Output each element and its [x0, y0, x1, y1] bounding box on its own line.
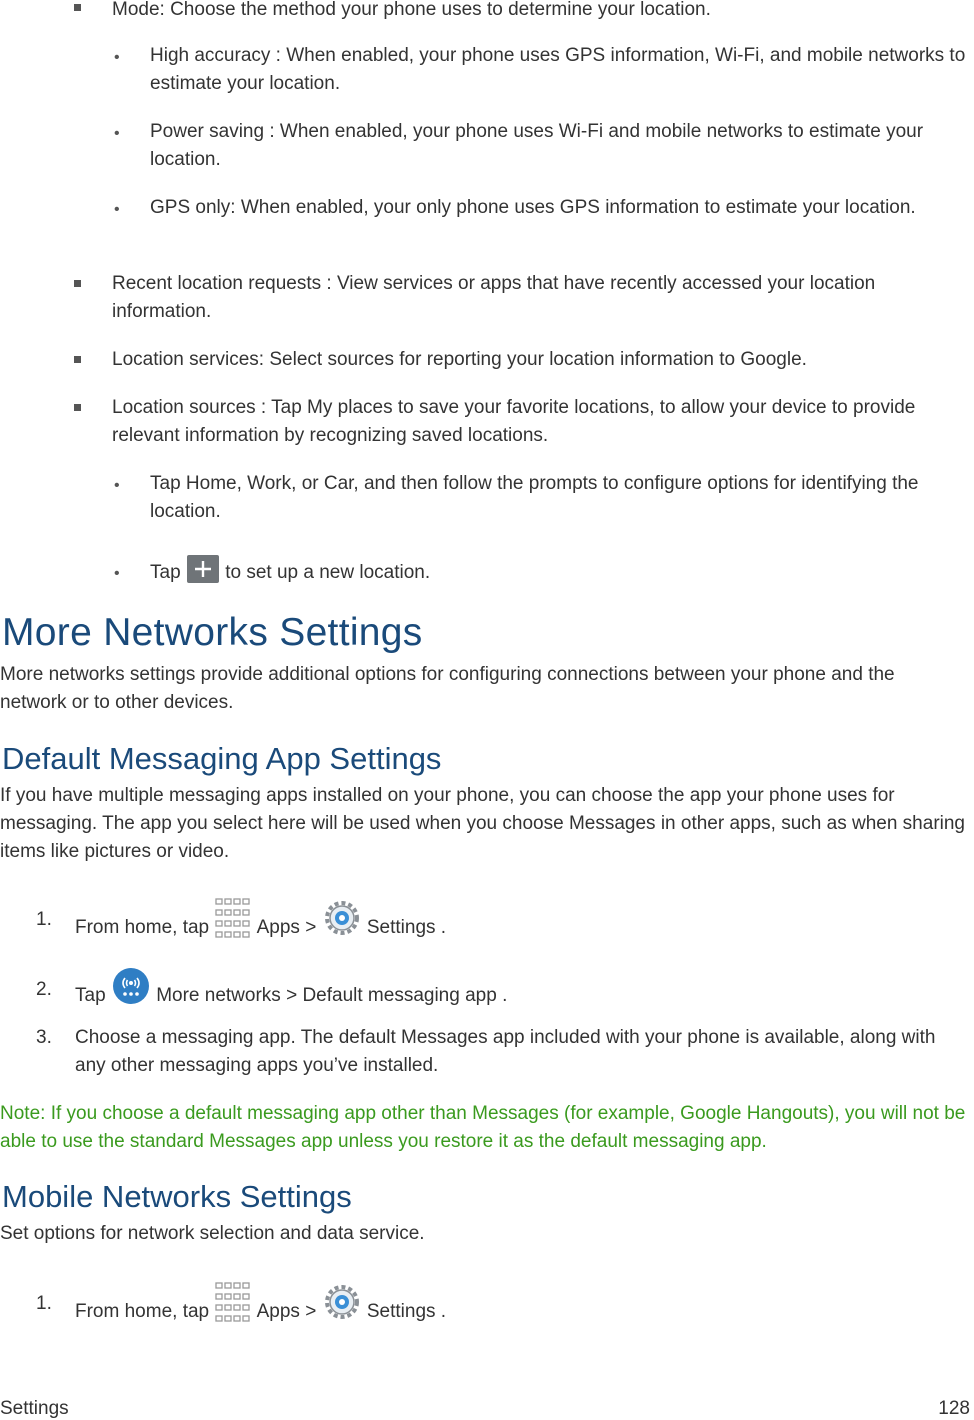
more-networks-intro: More networks settings provide additional options for configuring connections between your phone and the network or to other devices.: [0, 664, 895, 713]
bullet-dot: •: [114, 565, 120, 582]
settings-label: Settings .: [366, 917, 447, 939]
default-messaging-intro: If you have multiple messaging apps installed on your phone, you can choose the app your phone uses for messaging. The app you select here will be used when you choose Messages in other apps, such as when sharing items like pictures or video.: [0, 785, 966, 862]
settings-label: Settings .: [366, 1301, 447, 1323]
gps-only-item: GPS only: When enabled, your only phone uses GPS information to estimate your location.: [150, 197, 916, 218]
recent-requests-item: Recent location requests : View services or apps that have recently accessed your location information.: [112, 273, 876, 322]
step-number: 3.: [36, 1027, 52, 1048]
step-from-home: [75, 1290, 968, 1334]
bullet-dot: •: [114, 49, 120, 66]
tap-home-item: Tap Home, Work, or Car, and then follow the prompts to configure options for identifying the location.: [150, 473, 919, 522]
step-number: 1.: [36, 1293, 52, 1314]
tap-add-suffix: to set up a new location.: [225, 562, 431, 584]
bullet-square: [74, 404, 81, 411]
bullet-dot: •: [114, 477, 120, 494]
step-number: 1.: [36, 909, 52, 930]
mobile-networks-heading: Mobile Networks Settings: [2, 1179, 352, 1214]
bullet-square: [74, 356, 81, 363]
footer-section: Settings: [0, 1398, 69, 1419]
apps-grid-icon: [214, 1280, 252, 1324]
tap-add-prefix: Tap: [150, 562, 181, 584]
location-services-item: Location services: Select sources for reporting your location information to Google.: [112, 349, 807, 370]
gear-icon: [322, 1282, 362, 1322]
bullet-dot: •: [114, 125, 120, 142]
bullet-square: [74, 280, 81, 287]
add-icon: [186, 554, 220, 584]
mobile-networks-intro: Set options for network selection and data service.: [0, 1223, 425, 1244]
step-text: More networks > Default messaging app .: [156, 985, 508, 1007]
power-saving-item: Power saving : When enabled, your phone uses Wi-Fi and mobile networks to estimate your location.: [150, 121, 924, 170]
step-number: 2.: [36, 979, 52, 1000]
page-number: 128: [938, 1398, 970, 1419]
more-networks-heading: More Networks Settings: [2, 611, 423, 654]
apps-grid-icon: [214, 896, 252, 940]
step-text: From home, tap: [75, 1301, 210, 1323]
gear-icon: [322, 898, 362, 938]
note-text: Note: If you choose a default messaging app other than Messages (for example, Google Hangouts), you will not be able to use the standard Messages app unless you restore it as the default messaging app.: [0, 1103, 966, 1152]
more-networks-icon: [111, 966, 151, 1006]
step-text: From home, tap: [75, 917, 210, 939]
step-text: Tap: [75, 985, 106, 1007]
apps-label: Apps >: [256, 917, 317, 939]
tap-add-item: [150, 558, 968, 588]
location-mode-item: Mode: Choose the method your phone uses to determine your location.: [112, 0, 711, 20]
step-more-networks: [75, 976, 968, 1016]
default-messaging-heading: Default Messaging App Settings: [2, 741, 442, 776]
apps-label: Apps >: [256, 1301, 317, 1323]
high-accuracy-item: High accuracy : When enabled, your phone uses GPS information, Wi-Fi, and mobile networks to estimate your location.: [150, 45, 966, 94]
location-sources-item: Location sources : Tap My places to save your favorite locations, to allow your device to provide relevant information by recognizing saved locations.: [112, 397, 916, 446]
step-choose-app: Choose a messaging app. The default Messages app included with your phone is available, along with any other messaging apps you’ve installed.: [75, 1027, 936, 1076]
step-from-home: [75, 906, 968, 950]
bullet-square: [74, 4, 81, 11]
bullet-dot: •: [114, 201, 120, 218]
